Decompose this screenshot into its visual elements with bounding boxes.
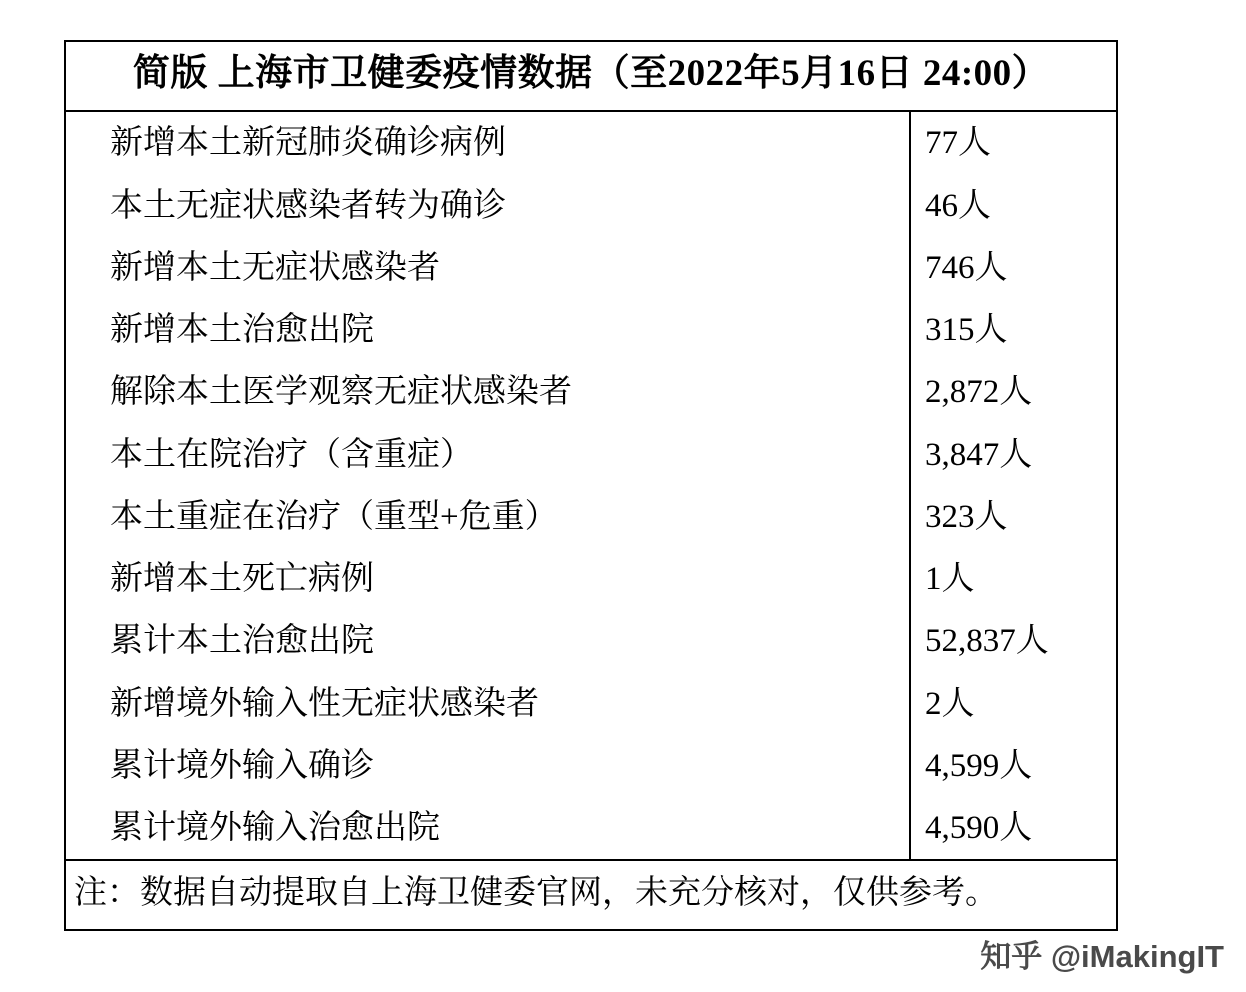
row-value: 77人 xyxy=(925,125,991,162)
table-row xyxy=(66,299,1116,361)
row-value: 52,837人 xyxy=(925,623,1049,660)
row-label: 新增本土治愈出院 xyxy=(66,299,911,361)
row-label: 累计境外输入确诊 xyxy=(66,735,911,797)
row-label: 累计本土治愈出院 xyxy=(66,610,911,672)
table-row xyxy=(66,735,1116,797)
row-value: 4,590人 xyxy=(925,810,1033,847)
table-body xyxy=(66,112,1116,861)
table-row xyxy=(66,361,1116,423)
table-row xyxy=(66,548,1116,610)
table-row xyxy=(66,797,1116,859)
row-value: 746人 xyxy=(925,249,1008,286)
row-value: 315人 xyxy=(925,312,1008,349)
row-label: 解除本土医学观察无症状感染者 xyxy=(66,361,911,423)
table-row xyxy=(66,610,1116,672)
row-value: 3,847人 xyxy=(925,436,1033,473)
row-value: 2,872人 xyxy=(925,374,1033,411)
epidemic-data-table xyxy=(64,40,1118,931)
row-label: 新增本土死亡病例 xyxy=(66,548,911,610)
table-row xyxy=(66,112,1116,174)
row-label: 新增境外输入性无症状感染者 xyxy=(66,673,911,735)
table-row xyxy=(66,486,1116,548)
table-row xyxy=(66,424,1116,486)
watermark: 知乎 @iMakingIT xyxy=(980,939,1224,974)
page-title: 简版 上海市卫健委疫情数据（至2022年5月16日 24:00） xyxy=(132,53,1050,94)
row-label: 本土无症状感染者转为确诊 xyxy=(66,175,911,237)
row-value: 4,599人 xyxy=(925,747,1033,784)
row-value: 46人 xyxy=(925,187,991,224)
table-title-row xyxy=(66,42,1116,112)
row-label: 本土重症在治疗（重型+危重） xyxy=(66,486,911,548)
row-label: 新增本土新冠肺炎确诊病例 xyxy=(66,112,911,174)
row-value: 323人 xyxy=(925,498,1008,535)
table-row xyxy=(66,673,1116,735)
row-value: 1人 xyxy=(925,561,975,598)
table-row xyxy=(66,175,1116,237)
row-value: 2人 xyxy=(925,685,975,722)
row-label: 新增本土无症状感染者 xyxy=(66,237,911,299)
table-footnote: 注：数据自动提取自上海卫健委官网，未充分核对，仅供参考。 xyxy=(74,875,998,912)
row-label: 累计境外输入治愈出院 xyxy=(66,797,911,859)
table-row xyxy=(66,237,1116,299)
row-label: 本土在院治疗（含重症） xyxy=(66,424,911,486)
